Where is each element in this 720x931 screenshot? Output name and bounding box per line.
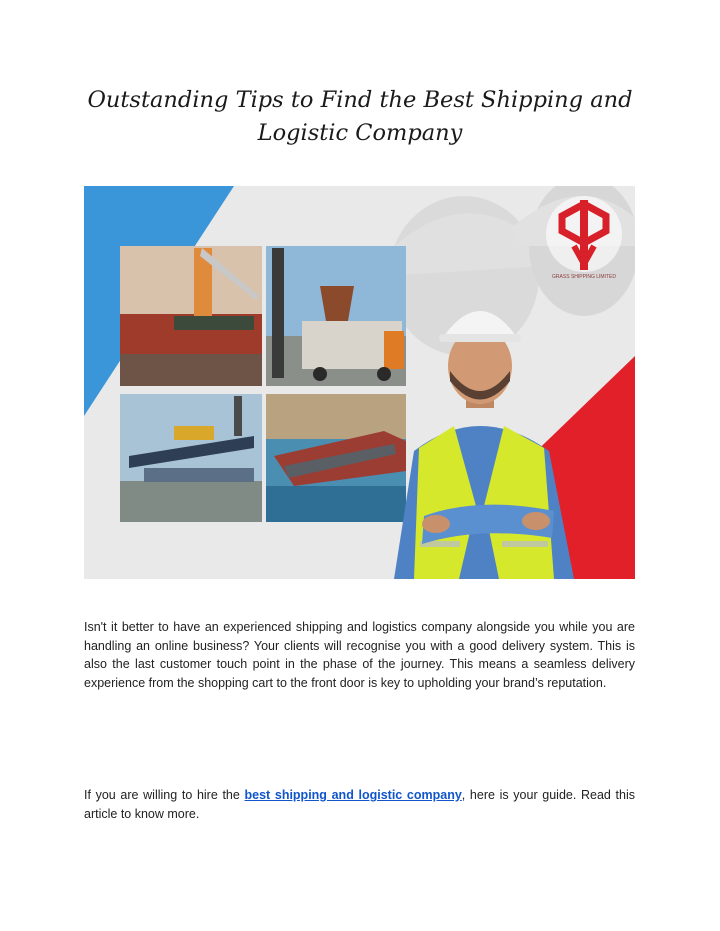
photo-port-aerial	[266, 394, 406, 522]
guide-text-after: , here is your guide. Read this article to know more.	[84, 788, 635, 821]
photo-heavy-lift	[120, 394, 262, 522]
photo-crane-truck	[266, 246, 406, 386]
photo-ship-loading	[120, 246, 262, 386]
logo-caption: GRASS SHIPPING LIMITED	[552, 274, 616, 280]
company-logo	[546, 196, 622, 272]
best-shipping-company-link[interactable]: best shipping and logistic company	[244, 788, 462, 802]
hero-image	[84, 186, 635, 579]
page-title: Outstanding Tips to Find the Best Shipping and Logistic Company	[87, 87, 633, 146]
guide-paragraph	[84, 786, 635, 823]
intro-paragraph: Isn't it better to have an experienced shipping and logistics company alongside you while you are handling an online business? Your clients will recognise you with a good delivery system. This is also the last customer touch point in the phase of the journey. This means a seamless delivery experience from the shopping cart to the front door is key to upholding your brand’s reputation.	[84, 620, 635, 690]
guide-text-before: If you are willing to hire the	[84, 788, 245, 802]
